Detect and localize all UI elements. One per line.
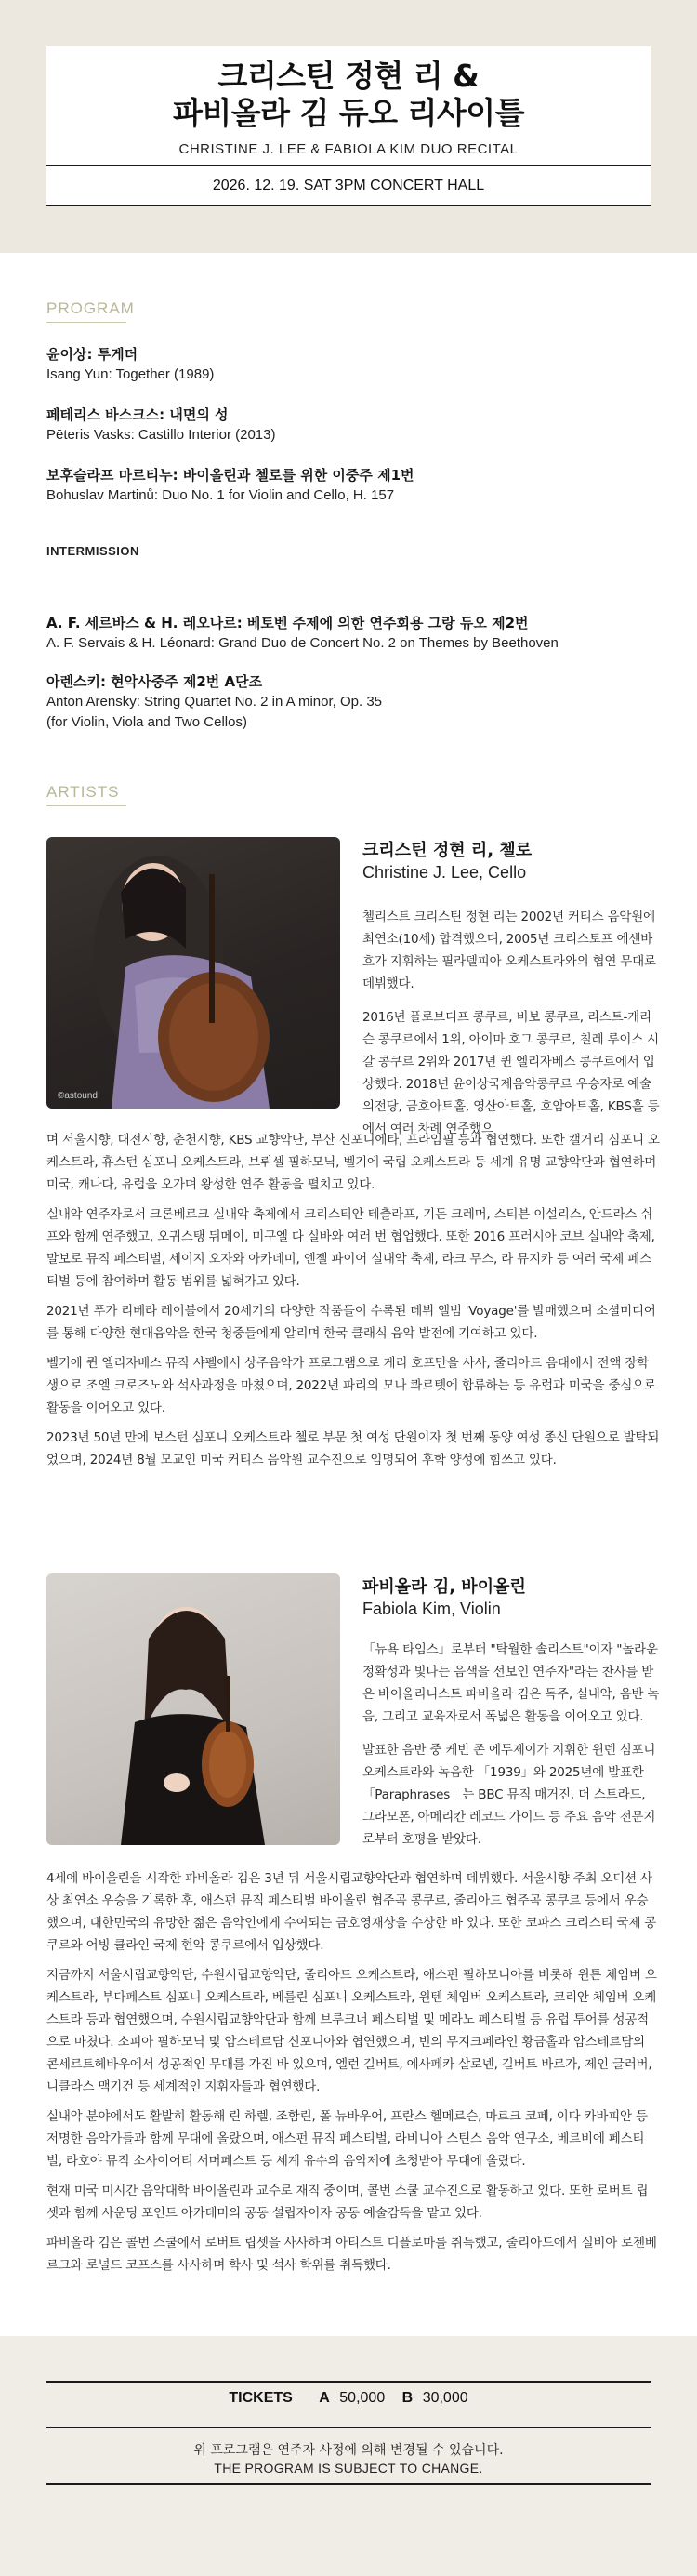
artists-section-title: ARTISTS — [46, 783, 120, 801]
artist2-photo — [46, 1573, 340, 1845]
program-item-english-note: (for Violin, Viola and Two Cellos) — [46, 714, 247, 730]
program-item-1 — [46, 344, 660, 385]
program-item-3 — [46, 465, 660, 506]
bio-paragraph: 실내악 분야에서도 활발히 활동해 린 하렐, 조함린, 폴 뉴바우어, 프란스 헬메르슨, 마르크 코페, 이다 카바피안 등 저명한 음악가들과 함께 무대에 올랐으며, 애스펀 뮤직 페스티벌, 라비니아 스틴스 음악 연구소, 베르비에 페스티벌, 라호야 뮤직 소사이어티 서머페스트 등 세계 유수의 음악제에 초청받아 무대에 올랐다. — [46, 2109, 648, 2169]
program-item-korean: 페테리스 바스크스: 내면의 성 — [46, 406, 229, 423]
artist2-bio-side — [362, 1639, 660, 1851]
program-item-4 — [46, 613, 660, 654]
bio-paragraph: 파비올라 김은 콜번 스쿨에서 로버트 립셋을 사사하며 아티스트 디플로마를 취득했고, 줄리아드에서 실비아 로젠베르크와 로널드 코프스를 사사하며 학사 및 석사 학위를 취득했다. — [46, 2236, 657, 2273]
program-item-korean: 윤이상: 투게더 — [46, 346, 138, 363]
artist1-photo — [46, 837, 340, 1109]
program-item-english: Bohuslav Martinů: Duo No. 1 for Violin and Cello, H. 157 — [46, 487, 395, 503]
bio-paragraph: 2023년 50년 만에 보스턴 심포니 오케스트라 첼로 부문 첫 여성 단원이자 첫 번째 동양 여성 종신 단원으로 발탁되었으며, 2024년 8월 모교인 미국 커티스 음악원 교수진으로 임명되어 후학 양성에 힘쓰고 있다. — [46, 1430, 660, 1467]
bio-paragraph: 며 서울시향, 대전시향, 춘천시향, KBS 교향악단, 부산 신포니에타, 프라임필 등과 협연했다. 또한 캘거리 심포니 오케스트라, 휴스턴 심포니 오케스트라, 브뤼셀 필하모닉, 벨기에 국립 오케스트라 등 세계 유명 교향악단과 협연하며 미국, 캐나다, 유럽을 오가며 왕성한 연주 활동을 펼치고 있다. — [46, 1133, 660, 1192]
ticket-grade-a: A — [319, 2390, 330, 2406]
title-area — [46, 46, 651, 163]
header-divider-bottom — [46, 205, 651, 206]
program-change-notice-english: THE PROGRAM IS SUBJECT TO CHANGE. — [214, 2461, 483, 2476]
intermission-label: INTERMISSION — [46, 544, 139, 558]
bio-paragraph: 발표한 음반 중 케빈 존 에두제이가 지휘한 윈덴 심포니 오케스트라와 녹음한 「1939」와 2025년에 발표한 「Paraphrases」는 BBC 뮤직 매거진, 더 스트라드, 그라모폰, 아메리칸 레코드 가이드 등 주요 음악 전문지로부터 호평을 받았다. — [362, 1743, 656, 1847]
bio-paragraph: 「뉴욕 타임스」로부터 "탁월한 솔리스트"이자 "놀라운 정확성과 빛나는 음색을 선보인 연주자"라는 찬사를 받은 바이올리니스트 파비올라 김은 독주, 실내악, 음반 녹음, 그리고 교육자로서 폭넓은 활동을 이어오고 있다. — [362, 1642, 660, 1724]
program-title-underline — [46, 322, 126, 323]
cellist-portrait-illustration — [46, 837, 340, 1109]
artists-title-underline — [46, 805, 126, 806]
title-korean-line1: 크리스틴 정현 리 & — [217, 58, 480, 94]
program-item-korean: 아렌스키: 현악사중주 제2번 A단조 — [46, 673, 263, 690]
title-korean-line2: 파비올라 김 듀오 리사이틀 — [172, 95, 525, 131]
title-korean — [46, 46, 651, 132]
photo-credit: ©astound — [58, 1091, 98, 1101]
bio-paragraph: 4세에 바이올린을 시작한 파비올라 김은 3년 뒤 서울시립교향악단과 협연하며 데뷔했다. 서울시향 주최 오디션 사상 최연소 우승을 기록한 후, 애스펀 뮤직 페스티벌 바이올린 협주곡 콩쿠르, 줄리아드 협주곡 콩쿠르 등에서 우승했으며, 대한민국의 유망한 젊은 음악인에게 수여되는 금호영재상을 수상한 바 있다. 또한 코파스 크리스티 국제 콩쿠르와 어빙 클라인 국제 현악 콩쿠르에서 입상했다. — [46, 1871, 657, 1953]
tickets-label: TICKETS — [229, 2390, 293, 2406]
violinist-portrait-illustration — [46, 1573, 340, 1845]
footer-divider-top — [46, 2381, 651, 2383]
date-venue: 2026. 12. 19. SAT 3PM CONCERT HALL — [212, 178, 485, 193]
program-change-notice-korean: 위 프로그램은 연주자 사정에 의해 변경될 수 있습니다. — [193, 2443, 504, 2458]
title-english: CHRISTINE J. LEE & FABIOLA KIM DUO RECITAL — [178, 141, 519, 157]
ticket-price-a: 50,000 — [339, 2390, 386, 2406]
bio-paragraph: 첼리스트 크리스틴 정현 리는 2002년 커티스 음악원에 최연소(10세) 합격했으며, 2005년 크리스토프 에센바흐가 지휘하는 필라델피아 오케스트라와의 협연 무대로 데뷔했다. — [362, 910, 656, 991]
ticket-prices — [0, 2390, 697, 2407]
artist1-name-english: Christine J. Lee, Cello — [362, 863, 527, 882]
bio-paragraph: 현재 미국 미시간 음악대학 바이올린과 교수로 재직 중이며, 콜번 스쿨 교수진으로 활동하고 있다. 또한 로버트 립셋과 함께 사운딩 포인트 아카데미의 공동 설립자이자 공동 예술감독을 맡고 있다. — [46, 2184, 649, 2221]
artist1-bio-full — [46, 1129, 660, 1471]
program-item-english: Pēteris Vasks: Castillo Interior (2013) — [46, 427, 276, 443]
program-section-title: PROGRAM — [46, 299, 135, 317]
bio-paragraph: 2016년 플로브디프 콩쿠르, 비보 콩쿠르, 리스트-개리슨 콩쿠르에서 1위, 아이마 호그 콩쿠르, 칠레 루이스 시갈 콩쿠르 2위와 2017년 퀸 엘리자베스 콩쿠르에서 입상했다. 2018년 윤이상국제음악콩쿠르 우승자로 예술의전당, 금호아트홀, 영산아트홀, 호암아트홀, KBS홀 등에서 여러 차례 연주했으 — [362, 1010, 660, 1136]
program-item-english: Isang Yun: Together (1989) — [46, 366, 215, 382]
footer-divider-bottom — [46, 2483, 651, 2485]
ticket-price-b: 30,000 — [422, 2390, 468, 2406]
program-item-korean: 보후슬라프 마르티누: 바이올린과 첼로를 위한 이중주 제1번 — [46, 467, 414, 484]
program-item-english: Anton Arensky: String Quartet No. 2 in A minor, Op. 35 — [46, 694, 383, 710]
header-divider-top — [46, 165, 651, 166]
artist1-bio-side — [362, 906, 660, 1140]
bio-paragraph: 지금까지 서울시립교향악단, 수원시립교향악단, 줄리아드 오케스트라, 애스펀 필하모니아를 비롯해 윈튼 체임버 오케스트라, 부다페스트 심포니 오케스트라, 베를린 심포니 오케스트라, 윈텐 체임버 오케스트라, 코리안 체임버 오케스트라 등과 협연했으며, 수원시립교향악단과 함께 브루크너 페스티벌 및 메라노 페스티벌 등 유럽 투어를 성공적으로 마쳤다. 소피아 필하모닉 및 암스테르담 신포니아와 협연했으며, 빈의 무지크페라인 황금홀과 암스테르담의 콘세르트헤바우에서 성공적인 무대를 가진 바 있으며, 엘런 길버트, 에사페카 살로넨, 길버트 바르가, 제인 글러버, 니클라스 맥기건 등 세계적인 지휘자들과 협연했다. — [46, 1968, 657, 2094]
footer — [0, 2336, 697, 2576]
ticket-grade-b: B — [401, 2390, 414, 2406]
main-content — [0, 253, 697, 2336]
program-item-5 — [46, 671, 660, 733]
bio-paragraph: 실내악 연주자로서 크론베르크 실내악 축제에서 크리스티안 테츨라프, 기돈 크레머, 스티븐 이설리스, 안드라스 쉬프와 함께 연주했고, 오귀스탱 뒤메이, 미구엘 다 실바와 여러 번 협업했다. 또한 2016 프러시아 코브 실내악 축제, 말보로 뮤직 페스티벌, 세이지 오자와 아카데미, 엔젤 파이어 실내악 축제, 라크 무스, 라 뮤지카 등 여러 국제 페스티벌 등에 참여하며 활동 범위를 넓혀가고 있다. — [46, 1207, 655, 1289]
artist2-bio-full — [46, 1867, 660, 2277]
bio-paragraph: 2021년 푸가 리베라 레이블에서 20세기의 다양한 작품들이 수록된 데뷔 앨범 'Voyage'를 발매했으며 소셜미디어를 통해 다양한 현대음악을 한국 청중들에게 알리며 한국 클래식 음악 발전에 기여하고 있다. — [46, 1304, 656, 1341]
artist2-name-korean: 파비올라 김, 바이올린 — [362, 1577, 526, 1597]
artist1-name-korean: 크리스틴 정현 리, 첼로 — [362, 841, 533, 860]
footer-divider-middle — [46, 2427, 651, 2428]
program-item-2 — [46, 405, 660, 445]
artist2-name-english: Fabiola Kim, Violin — [362, 1600, 501, 1618]
bio-paragraph: 벨기에 퀸 엘리자베스 뮤직 샤펠에서 상주음악가 프로그램으로 게리 호프만을 사사, 줄리아드 음대에서 전액 장학생으로 조엘 크로즈노와 석사과정을 마쳤으며, 2022년 파리의 모나 콰르텟에 합류하는 등 유럽과 미국을 중심으로 활동을 이어오고 있다. — [46, 1356, 656, 1415]
program-item-english: A. F. Servais & H. Léonard: Grand Duo de Concert No. 2 on Themes by Beethoven — [46, 635, 559, 651]
program-item-korean: A. F. 세르바스 & H. 레오나르: 베토벤 주제에 의한 연주회용 그랑 듀오 제2번 — [46, 615, 529, 631]
header — [0, 0, 697, 253]
header-title-box — [46, 46, 651, 206]
